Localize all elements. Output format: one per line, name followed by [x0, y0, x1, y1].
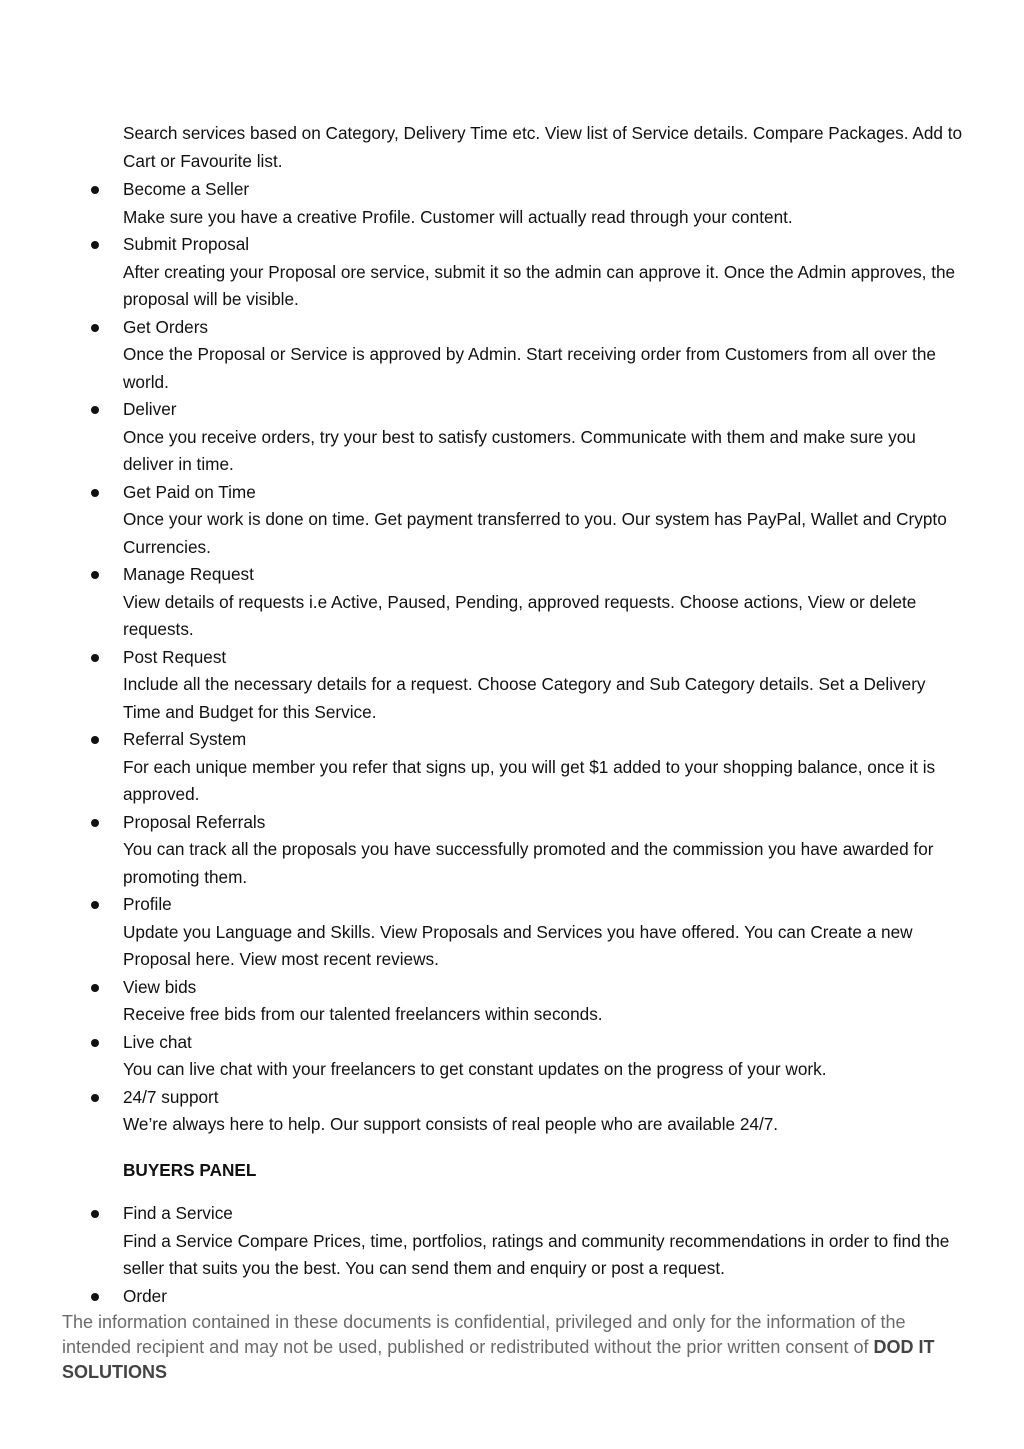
item-description: Include all the necessary details for a request. Choose Category and Sub Category details. Set a Delivery Time and Budget for this Service.: [123, 674, 926, 722]
confidentiality-footer: [62, 1310, 952, 1385]
list-item: [0, 231, 963, 314]
section-heading: BUYERS PANEL: [123, 1160, 257, 1180]
list-item: [0, 726, 963, 809]
bullet-icon: [91, 489, 99, 497]
list-item: [0, 1200, 963, 1283]
item-description: After creating your Proposal ore service, submit it so the admin can approve it. Once the Admin approves, the proposal will be visible.: [123, 261, 956, 309]
bullet-icon: [91, 1039, 99, 1047]
item-description: Once your work is done on time. Get payment transferred to you. Our system has PayPal, Wallet and Crypto Currencies.: [123, 509, 947, 557]
bullet-icon: [91, 984, 99, 992]
item-title: Post Request: [123, 646, 227, 667]
bullet-icon: [91, 901, 99, 909]
item-description: Receive free bids from our talented freelancers within seconds.: [123, 1004, 603, 1024]
list-item: [0, 974, 963, 1029]
bullet-icon: [91, 186, 99, 194]
item-title: Proposal Referrals: [123, 811, 266, 832]
item-title: 24/7 support: [123, 1086, 219, 1107]
list-item: [0, 1084, 963, 1139]
footer-company: DOD IT SOLUTIONS: [62, 1337, 935, 1382]
list-item: [0, 1283, 963, 1311]
bullet-icon: [91, 571, 99, 579]
item-title: Live chat: [123, 1031, 192, 1052]
item-description: Update you Language and Skills. View Proposals and Services you have offered. You can Create a new Proposal here. View most recent reviews.: [123, 921, 913, 969]
list-item: [0, 1029, 963, 1084]
item-description: You can live chat with your freelancers to get constant updates on the progress of your work.: [123, 1059, 827, 1079]
footer-text: The information contained in these documents is confidential, privileged and only for the information of the intended recipient and may not be used, published or redistributed without the prior written consent of: [62, 1312, 906, 1357]
item-title: Deliver: [123, 399, 177, 419]
bullet-icon: [91, 1094, 99, 1102]
list-item: [0, 809, 963, 892]
buyer-feature-list: [0, 1200, 1024, 1310]
item-title: Manage Request: [123, 564, 254, 584]
item-description: Once the Proposal or Service is approved by Admin. Start receiving order from Customers from all over the world.: [123, 344, 936, 392]
list-item: [0, 176, 963, 231]
seller-feature-list: [0, 176, 1024, 1139]
bullet-icon: [91, 654, 99, 662]
list-item: [0, 644, 963, 727]
bullet-icon: [91, 819, 99, 827]
list-item: [0, 396, 963, 479]
item-title: Submit Proposal: [123, 234, 250, 254]
intro-paragraph: Search services based on Category, Delivery Time etc. View list of Service details. Compare Packages. Add to Cart or Favourite list.: [123, 123, 963, 171]
item-description: We’re always here to help. Our support consists of real people who are available 24/7.: [123, 1114, 779, 1134]
list-item: [0, 479, 963, 562]
item-title: View bids: [123, 976, 197, 997]
item-description: View details of requests i.e Active, Paused, Pending, approved requests. Choose actions, View or delete requests.: [123, 591, 917, 639]
item-description: Once you receive orders, try your best to satisfy customers. Communicate with them and make sure you deliver in time.: [123, 426, 916, 474]
bullet-icon: [91, 324, 99, 332]
item-description: Find a Service Compare Prices, time, portfolios, ratings and community recommendations in order to find the seller that suits you the best. You can send them and enquiry or post a request.: [123, 1230, 950, 1278]
item-title: Order: [123, 1285, 167, 1306]
item-title: Get Orders: [123, 316, 209, 337]
list-item: [0, 561, 963, 644]
item-title: Find a Service: [123, 1203, 233, 1223]
item-title: Referral System: [123, 729, 247, 749]
item-description: You can track all the proposals you have successfully promoted and the commission you have awarded for promoting them.: [123, 839, 934, 887]
item-title: Get Paid on Time: [123, 481, 256, 502]
item-title: Profile: [123, 894, 172, 914]
item-description: For each unique member you refer that signs up, you will get $1 added to your shopping balance, once it is approved.: [123, 756, 936, 804]
list-item: [0, 891, 963, 974]
bullet-icon: [91, 1293, 99, 1301]
bullet-icon: [91, 241, 99, 249]
item-title: Become a Seller: [123, 179, 250, 199]
bullet-icon: [91, 406, 99, 414]
list-item: [0, 314, 963, 397]
item-description: Make sure you have a creative Profile. Customer will actually read through your content.: [123, 206, 793, 227]
bullet-icon: [91, 1210, 99, 1218]
bullet-icon: [91, 736, 99, 744]
